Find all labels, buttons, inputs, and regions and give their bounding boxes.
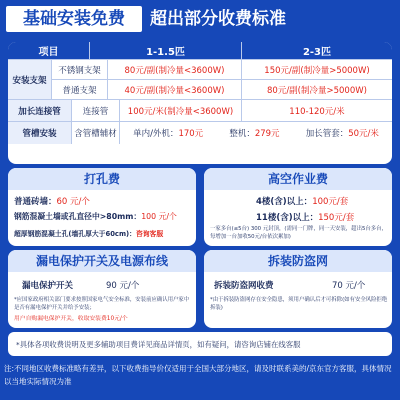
steel-label: 不锈钢支架 bbox=[52, 60, 108, 80]
groove-whole: 整机：279元 bbox=[229, 129, 280, 139]
ext-pipe-label: 加长连接管 bbox=[8, 100, 72, 122]
pipe-price-large: 110-120元/米 bbox=[242, 100, 392, 122]
steel-price-small: 80元/副(制冷量<3600W) bbox=[108, 60, 242, 80]
price-table-panel bbox=[8, 42, 392, 164]
drill-line-concrete: 钢筋混凝土墙或孔直径中>80mm：100 元/个 bbox=[14, 212, 177, 221]
leak-note-1: *应国家政府相关部门要求按照国家电气安全标准，安装前应确认用户家中是否有漏电保护开关并给予安装； bbox=[14, 297, 190, 311]
high-line-11f: 11楼(含)以上：150元/套 bbox=[256, 213, 355, 223]
leak-note-2: 用户自购漏电保护开关，收取安装费10元/个 bbox=[14, 316, 128, 322]
drill-fee-panel bbox=[8, 168, 196, 246]
net-price: 70 元/个 bbox=[332, 281, 366, 291]
pipe-label: 连接管 bbox=[72, 100, 120, 122]
normal-label: 普通支架 bbox=[52, 80, 108, 100]
header-bar bbox=[0, 0, 400, 38]
anti-theft-net-panel bbox=[204, 250, 392, 328]
leak-line: 漏电保护开关 bbox=[22, 281, 74, 291]
bracket-label: 安装支架 bbox=[8, 60, 52, 100]
high-altitude-title: 高空作业费 bbox=[204, 168, 392, 190]
charge-standard-title: 超出部分收费标准 bbox=[150, 9, 286, 29]
anti-theft-net-title: 拆装防盗网 bbox=[204, 250, 392, 272]
high-line-4f: 4楼(含)以上：100元/套 bbox=[256, 197, 349, 207]
pipe-price-small: 100元/米(制冷量<3600W) bbox=[120, 100, 242, 122]
notice-strip bbox=[8, 332, 392, 356]
high-altitude-panel bbox=[204, 168, 392, 246]
col-header-large: 2-3匹 bbox=[242, 42, 392, 60]
groove-ext: 加长管套：50元/米 bbox=[305, 129, 379, 139]
leak-protection-panel bbox=[8, 250, 196, 328]
groove-prices bbox=[120, 122, 392, 144]
drill-line-thick: 超厚钢筋混凝土孔(墙孔厚大于60cm)：咨询客服 bbox=[14, 230, 164, 238]
leak-protection-title: 漏电保护开关及电源布线 bbox=[8, 250, 196, 272]
notice-text: *具体各项收费说明及更多辅助项目费详见商品详情页，如有疑问，请咨询店铺在线客服 bbox=[16, 340, 301, 349]
leak-price: 90 元/个 bbox=[106, 281, 140, 291]
high-note: 一家多台(≤5台) 300 元封顶，(需同一门牌，同一天安装，超出5台多台，每增加一台加收50元/台依次累加) bbox=[210, 226, 387, 240]
col-header-small: 1-1.5匹 bbox=[90, 42, 242, 60]
drill-fee-title: 打孔费 bbox=[8, 168, 196, 190]
steel-price-large: 150元/副(制冷量>5000W) bbox=[242, 60, 392, 80]
net-line: 拆装防盗网收费 bbox=[214, 281, 274, 291]
groove-sub-label: 含管槽辅材 bbox=[72, 122, 120, 144]
free-install-title: 基础安装免费 bbox=[6, 6, 142, 32]
normal-price-large: 80元/副(制冷量>5000W) bbox=[242, 80, 392, 100]
groove-label: 管槽安装 bbox=[8, 122, 72, 144]
contact-service-link[interactable]: 咨询客服 bbox=[135, 230, 164, 238]
normal-price-small: 40元/副(制冷量<3600W) bbox=[108, 80, 242, 100]
drill-line-brick: 普通砖墙：60 元/个 bbox=[14, 197, 90, 207]
net-note: *由于拆装防盗网存在安全隐患，须用户确认后才可拆除(如有安全风险拒绝拆装) bbox=[210, 297, 388, 311]
groove-unit: 单内/外机：170元 bbox=[133, 129, 204, 139]
footer-note: 注:不同地区收费标准略有差异，以下收费指导价仅适用于全国大部分地区，请及时联系美的/京东官方客服，具体情况以当地实际情况为准 bbox=[4, 364, 392, 386]
col-header-item: 项目 bbox=[8, 42, 90, 60]
